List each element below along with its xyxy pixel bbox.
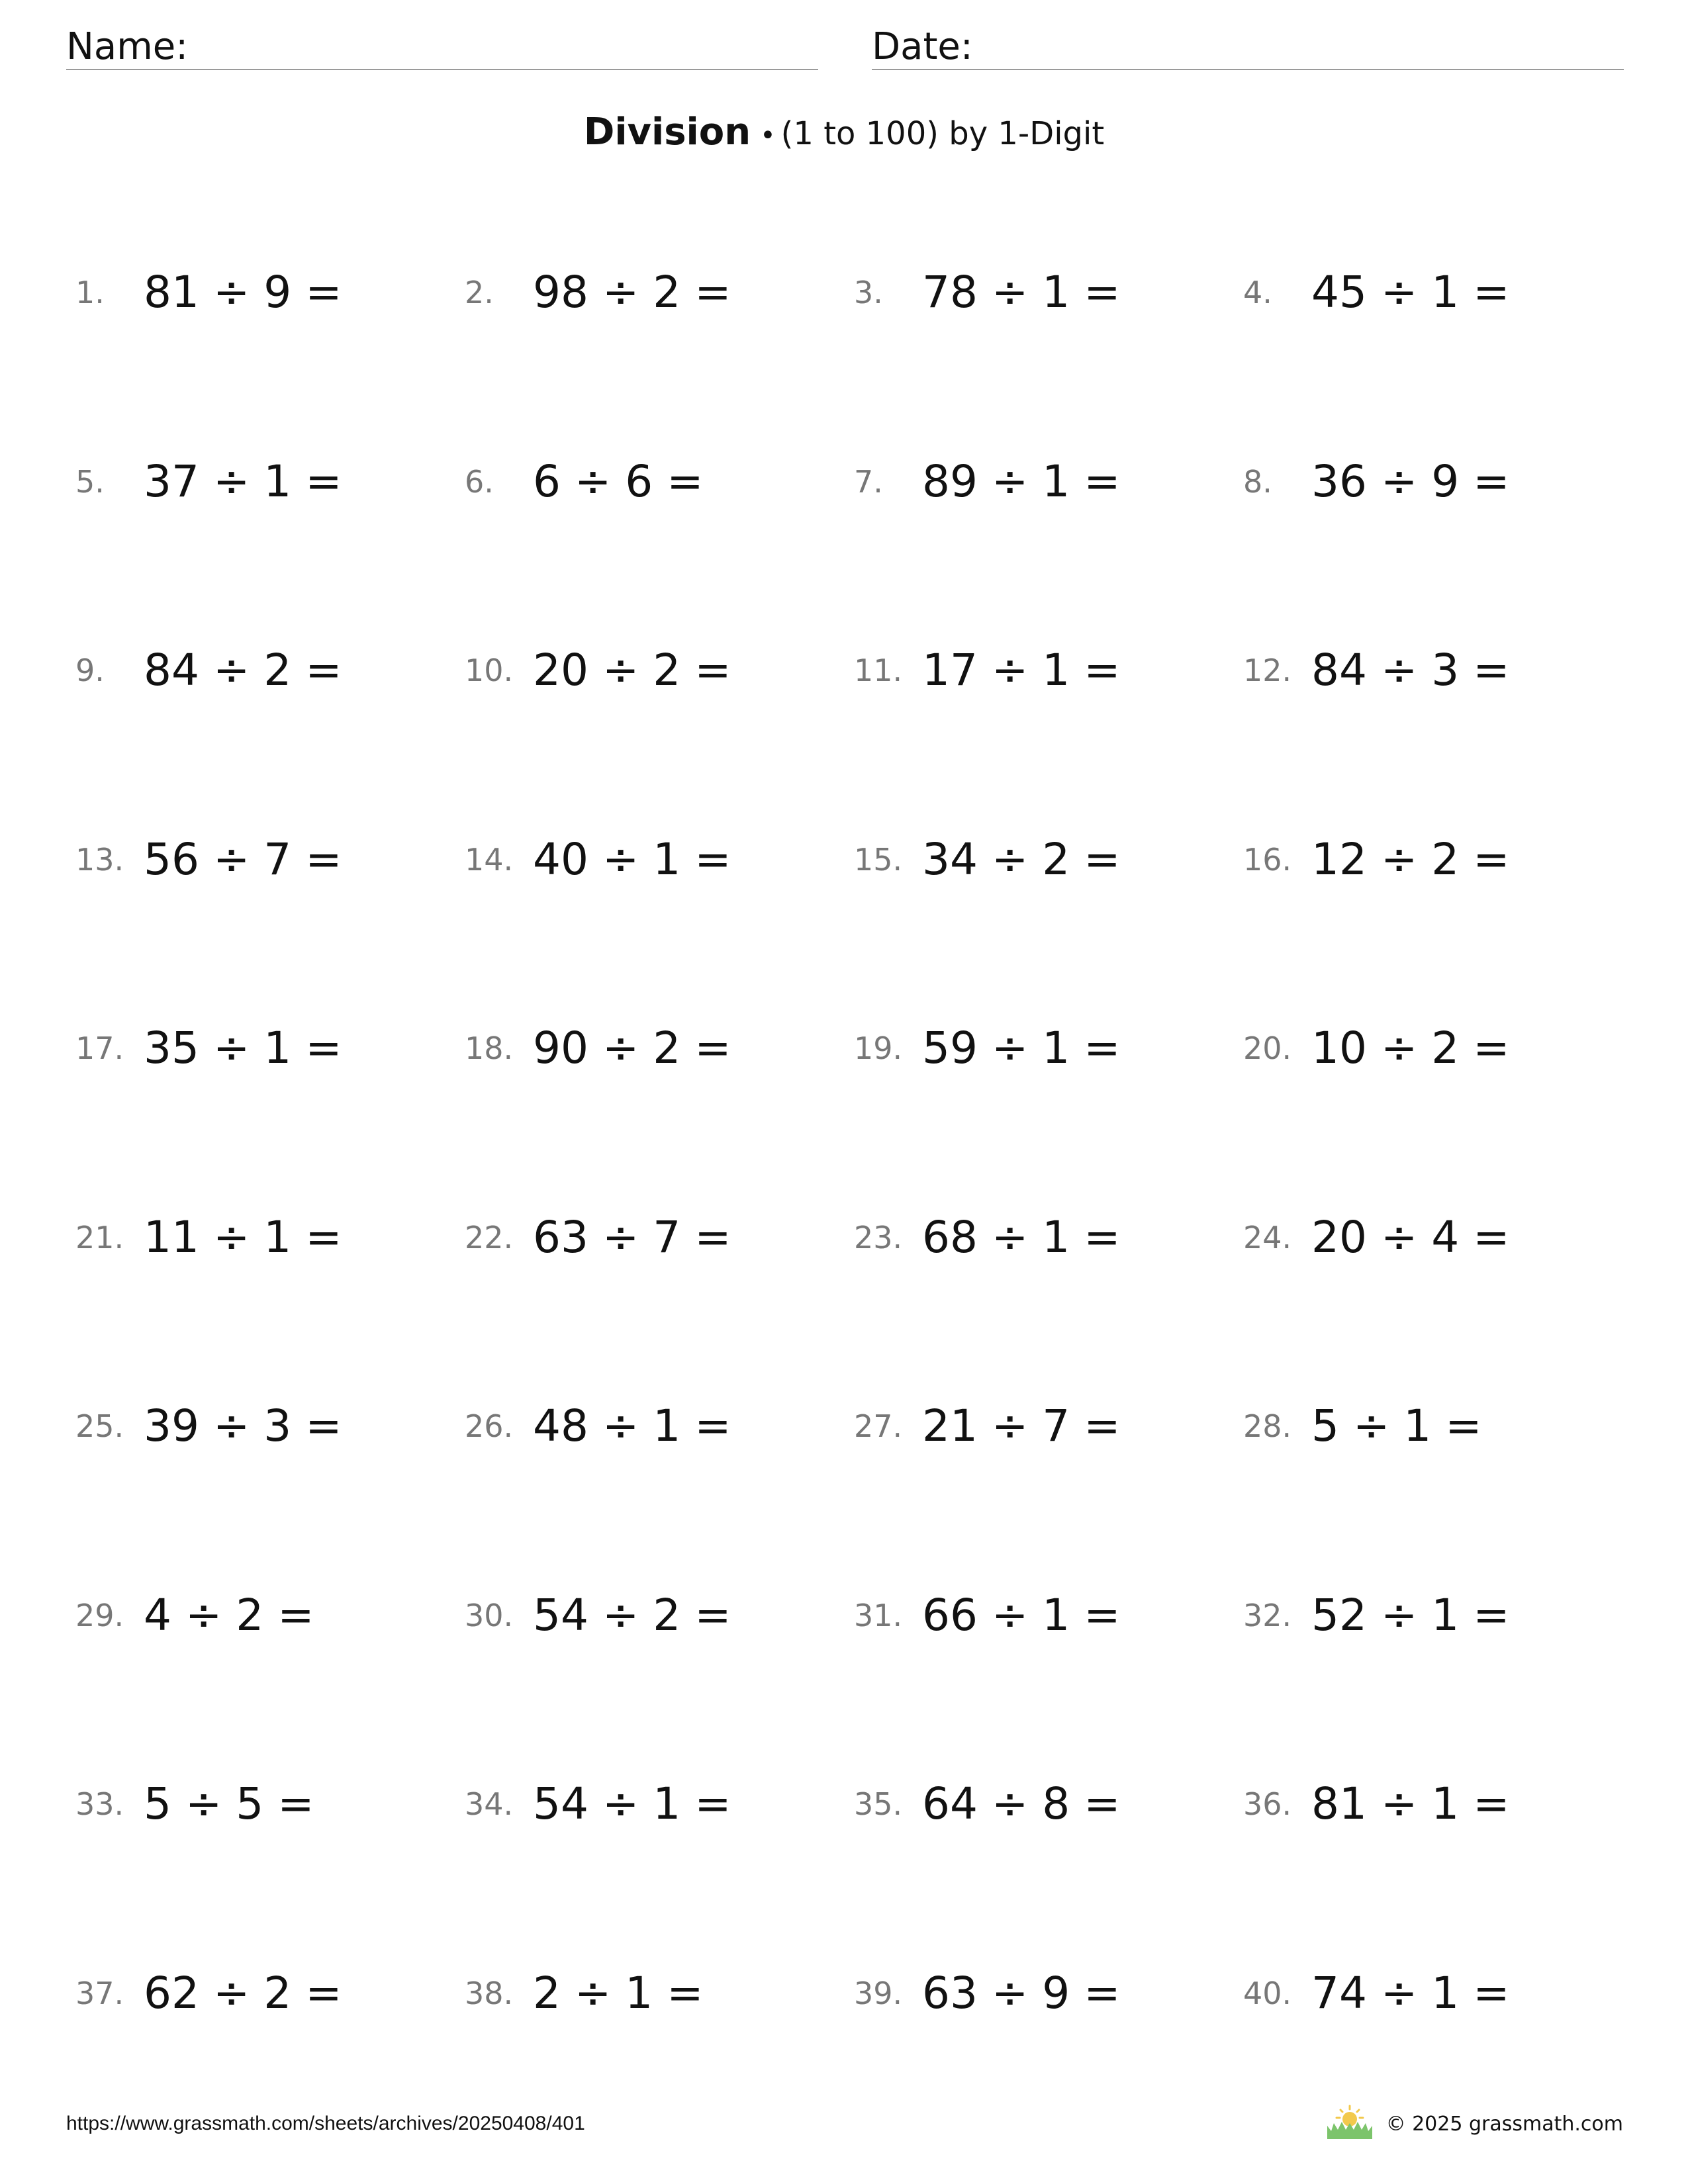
problem-item	[1241, 1756, 1630, 1852]
problem-item	[462, 245, 851, 340]
problem-expression: 90 ÷ 2 =	[533, 1023, 731, 1073]
problem-number: 2.	[465, 275, 494, 310]
problem-number: 4.	[1243, 275, 1272, 310]
problem-expression: 17 ÷ 1 =	[922, 645, 1121, 696]
problem-item	[851, 812, 1241, 907]
footer-url: https://www.grassmath.com/sheets/archives/20250408/401	[66, 2113, 585, 2134]
problem-number: 40.	[1243, 1975, 1292, 2011]
problem-expression: 21 ÷ 7 =	[922, 1400, 1121, 1451]
name-field	[66, 25, 818, 70]
problem-number: 21.	[75, 1219, 124, 1255]
problem-number: 1.	[75, 275, 105, 310]
problem-item	[851, 245, 1241, 340]
problem-item	[851, 623, 1241, 718]
problem-item	[73, 245, 462, 340]
title-subtitle: (1 to 100) by 1-Digit	[780, 115, 1105, 152]
problem-expression: 54 ÷ 2 =	[533, 1589, 731, 1641]
worksheet-title	[0, 106, 1688, 167]
problem-expression: 52 ÷ 1 =	[1311, 1589, 1510, 1641]
problem-number: 8.	[1243, 463, 1272, 500]
problem-item	[1241, 812, 1630, 907]
problem-expression: 56 ÷ 7 =	[144, 833, 342, 885]
problem-item	[851, 1190, 1241, 1285]
problem-number: 27.	[854, 1408, 903, 1444]
problem-expression: 89 ÷ 1 =	[922, 455, 1121, 507]
problem-number: 13.	[75, 841, 124, 878]
problem-expression: 48 ÷ 1 =	[533, 1400, 731, 1451]
problem-grid	[73, 245, 1635, 2134]
problem-number: 19.	[854, 1030, 903, 1066]
problem-item	[462, 1001, 851, 1096]
problem-number: 31.	[854, 1597, 903, 1633]
problem-item	[851, 1756, 1241, 1852]
problem-item	[73, 1379, 462, 1474]
problem-expression: 40 ÷ 1 =	[533, 833, 731, 885]
problem-expression: 5 ÷ 5 =	[144, 1778, 314, 1829]
problem-item	[1241, 623, 1630, 718]
problem-number: 10.	[465, 653, 514, 688]
problem-number: 23.	[854, 1219, 903, 1255]
problem-item	[851, 1568, 1241, 1663]
grass-icon	[1327, 2122, 1372, 2139]
problem-expression: 68 ÷ 1 =	[922, 1211, 1121, 1263]
problem-item	[73, 812, 462, 907]
problem-item	[73, 623, 462, 718]
problem-number: 38.	[465, 1975, 514, 2011]
problem-expression: 45 ÷ 1 =	[1311, 267, 1510, 318]
problem-expression: 2 ÷ 1 =	[533, 1967, 704, 2019]
problem-expression: 4 ÷ 2 =	[144, 1589, 314, 1641]
problem-number: 33.	[75, 1786, 124, 1822]
problem-expression: 6 ÷ 6 =	[533, 455, 704, 507]
problem-number: 9.	[75, 653, 105, 688]
problem-expression: 66 ÷ 1 =	[922, 1589, 1121, 1641]
problem-expression: 54 ÷ 1 =	[533, 1778, 731, 1829]
title-main: Division	[583, 111, 751, 154]
problem-number: 34.	[465, 1786, 514, 1822]
problem-number: 7.	[854, 463, 883, 500]
problem-number: 14.	[465, 841, 514, 878]
problem-expression: 34 ÷ 2 =	[922, 833, 1121, 885]
problem-item	[73, 1756, 462, 1852]
grass-sun-logo-icon	[1326, 2103, 1374, 2140]
problem-item	[462, 434, 851, 529]
title-bullet: •	[760, 120, 776, 151]
problem-number: 35.	[854, 1786, 903, 1822]
problem-number: 39.	[854, 1975, 903, 2011]
problem-expression: 81 ÷ 9 =	[144, 267, 342, 318]
problem-number: 12.	[1243, 653, 1292, 688]
problem-expression: 11 ÷ 1 =	[144, 1211, 342, 1263]
problem-expression: 84 ÷ 3 =	[1311, 645, 1510, 696]
problem-number: 37.	[75, 1975, 124, 2011]
problem-item	[462, 1946, 851, 2041]
problem-number: 15.	[854, 841, 903, 878]
problem-number: 16.	[1243, 841, 1292, 878]
problem-expression: 39 ÷ 3 =	[144, 1400, 342, 1451]
problem-item	[1241, 1001, 1630, 1096]
problem-expression: 63 ÷ 9 =	[922, 1967, 1121, 2019]
problem-expression: 37 ÷ 1 =	[144, 455, 342, 507]
problem-number: 18.	[465, 1030, 514, 1066]
problem-item	[462, 623, 851, 718]
problem-expression: 62 ÷ 2 =	[144, 1967, 342, 2019]
problem-number: 17.	[75, 1030, 124, 1066]
name-label: Name:	[66, 25, 189, 68]
problem-expression: 78 ÷ 1 =	[922, 267, 1121, 318]
problem-expression: 20 ÷ 4 =	[1311, 1211, 1510, 1263]
problem-expression: 20 ÷ 2 =	[533, 645, 731, 696]
problem-number: 26.	[465, 1408, 514, 1444]
problem-number: 24.	[1243, 1219, 1292, 1255]
problem-number: 29.	[75, 1597, 124, 1633]
problem-number: 3.	[854, 275, 883, 310]
problem-item	[462, 1568, 851, 1663]
problem-expression: 64 ÷ 8 =	[922, 1778, 1121, 1829]
problem-item	[1241, 1190, 1630, 1285]
problem-number: 25.	[75, 1408, 124, 1444]
problem-expression: 98 ÷ 2 =	[533, 267, 731, 318]
problem-item	[462, 1190, 851, 1285]
problem-expression: 12 ÷ 2 =	[1311, 833, 1510, 885]
footer-copyright: © 2025 grassmath.com	[1385, 2113, 1623, 2136]
problem-number: 6.	[465, 463, 494, 500]
problem-item	[73, 1946, 462, 2041]
problem-number: 20.	[1243, 1030, 1292, 1066]
problem-item	[462, 1379, 851, 1474]
problem-item	[1241, 434, 1630, 529]
problem-expression: 10 ÷ 2 =	[1311, 1023, 1510, 1073]
problem-item	[1241, 245, 1630, 340]
problem-number: 11.	[854, 653, 903, 688]
problem-number: 36.	[1243, 1786, 1292, 1822]
problem-item	[462, 812, 851, 907]
problem-number: 5.	[75, 463, 105, 500]
problem-expression: 36 ÷ 9 =	[1311, 455, 1510, 507]
problem-number: 22.	[465, 1219, 514, 1255]
date-field	[872, 25, 1624, 70]
date-label: Date:	[872, 25, 973, 68]
problem-expression: 81 ÷ 1 =	[1311, 1778, 1510, 1829]
problem-item	[851, 1379, 1241, 1474]
problem-expression: 84 ÷ 2 =	[144, 645, 342, 696]
problem-item	[73, 1001, 462, 1096]
problem-expression: 59 ÷ 1 =	[922, 1023, 1121, 1073]
problem-item	[73, 1568, 462, 1663]
problem-item	[851, 1001, 1241, 1096]
problem-expression: 63 ÷ 7 =	[533, 1211, 731, 1263]
problem-item	[73, 1190, 462, 1285]
problem-item	[1241, 1568, 1630, 1663]
problem-expression: 74 ÷ 1 =	[1311, 1967, 1510, 2019]
problem-item	[1241, 1946, 1630, 2041]
problem-item	[851, 1946, 1241, 2041]
problem-item	[462, 1756, 851, 1852]
problem-expression: 5 ÷ 1 =	[1311, 1400, 1482, 1451]
problem-item	[73, 434, 462, 529]
problem-number: 28.	[1243, 1408, 1292, 1444]
problem-number: 30.	[465, 1597, 514, 1633]
problem-number: 32.	[1243, 1597, 1292, 1633]
problem-item	[1241, 1379, 1630, 1474]
problem-item	[851, 434, 1241, 529]
problem-expression: 35 ÷ 1 =	[144, 1023, 342, 1073]
